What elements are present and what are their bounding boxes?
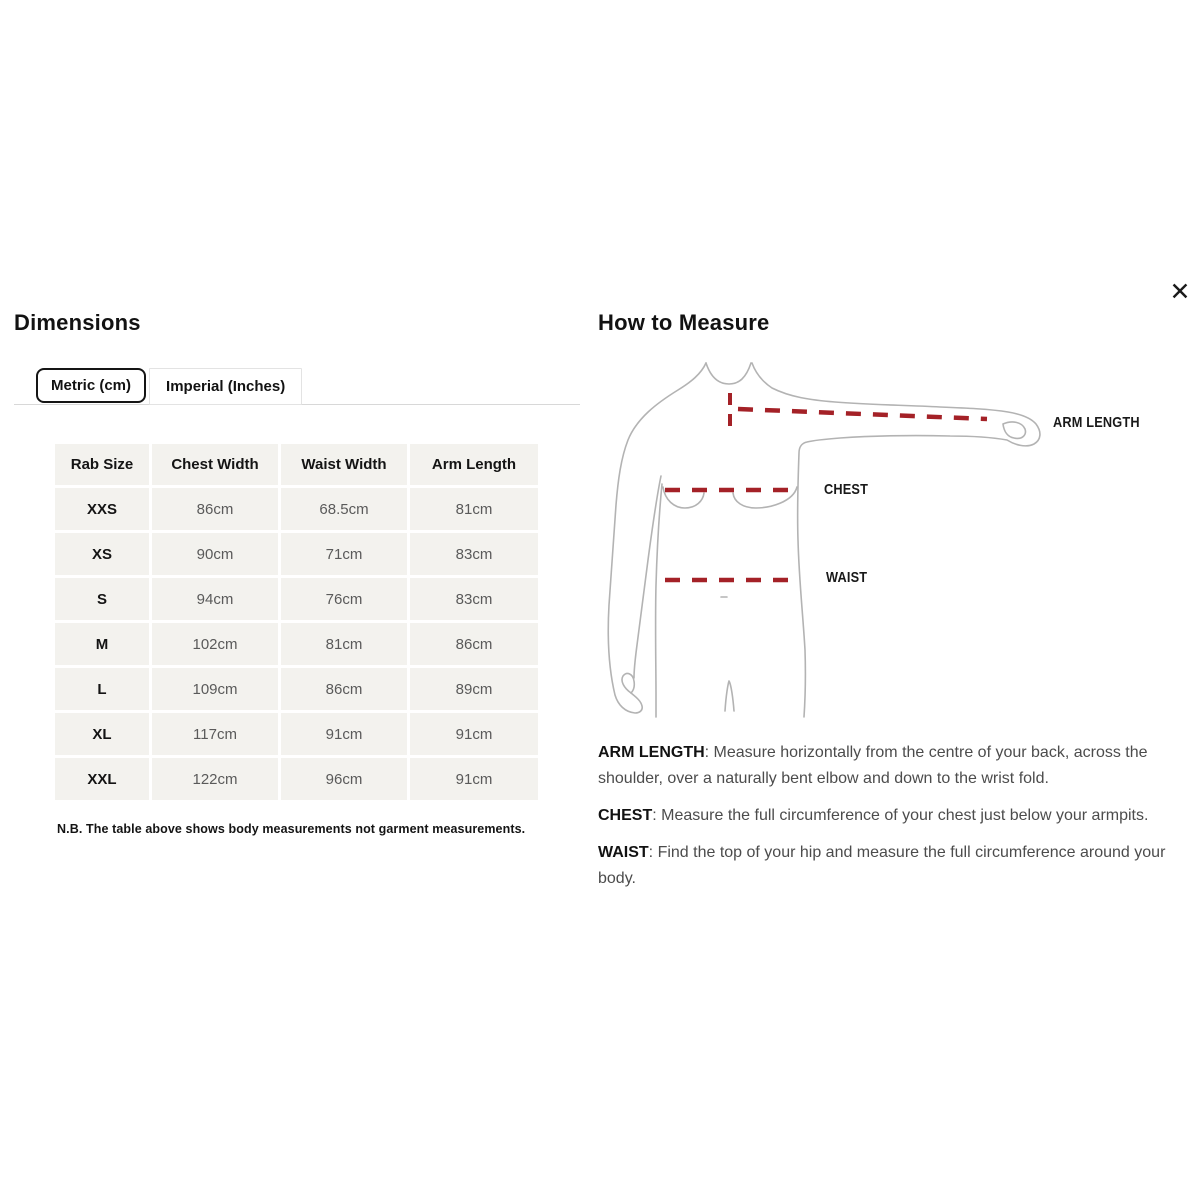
tab-metric[interactable]: Metric (cm)	[36, 368, 146, 403]
waist-cell: 96cm	[281, 758, 407, 800]
instruction-separator: :	[648, 844, 658, 861]
instruction-separator: :	[652, 807, 662, 824]
size-cell: M	[55, 623, 149, 665]
body-measurement-note: N.B. The table above shows body measurements not garment measurements.	[57, 822, 526, 836]
table-row	[55, 713, 538, 755]
table-row	[55, 668, 538, 710]
arm-cell: 91cm	[410, 758, 538, 800]
waist-cell: 68.5cm	[281, 488, 407, 530]
arm-cell: 83cm	[410, 533, 538, 575]
instruction-term: WAIST	[598, 844, 649, 861]
arm-cell: 86cm	[410, 623, 538, 665]
waist-label: WAIST	[826, 569, 868, 586]
arm-cell: 81cm	[410, 488, 538, 530]
how-to-measure-title: How to Measure	[598, 310, 770, 335]
instruction-text: Measure the full circumference of your chest just below your armpits.	[661, 807, 1149, 824]
chest-cell: 94cm	[152, 578, 278, 620]
measurement-diagram	[595, 350, 1175, 745]
column-header-chest: Chest Width	[152, 444, 278, 485]
instruction-term: ARM LENGTH	[598, 744, 705, 761]
size-cell: S	[55, 578, 149, 620]
arm-length-measure-line	[738, 409, 987, 419]
waist-cell: 81cm	[281, 623, 407, 665]
instruction-text: Measure horizontally from the centre of your back, across the shoulder, over a naturally bent elbow and down to the wrist fold.	[598, 744, 1148, 787]
size-cell: XXL	[55, 758, 149, 800]
waist-cell: 91cm	[281, 713, 407, 755]
unit-tabs	[14, 368, 580, 405]
arm-cell: 91cm	[410, 713, 538, 755]
column-header-waist: Waist Width	[281, 444, 407, 485]
dimensions-title: Dimensions	[14, 310, 141, 335]
chest-cell: 102cm	[152, 623, 278, 665]
instruction-term: CHEST	[598, 807, 653, 824]
waist-cell: 76cm	[281, 578, 407, 620]
table-row	[55, 623, 538, 665]
table-row	[55, 758, 538, 800]
size-cell: XS	[55, 533, 149, 575]
size-cell: XXS	[55, 488, 149, 530]
arm-cell: 89cm	[410, 668, 538, 710]
waist-instruction	[598, 840, 1170, 892]
chest-cell: 122cm	[152, 758, 278, 800]
size-cell: L	[55, 668, 149, 710]
chest-cell: 117cm	[152, 713, 278, 755]
table-row	[55, 533, 538, 575]
arm-length-instruction	[598, 740, 1170, 792]
chest-cell: 109cm	[152, 668, 278, 710]
tab-imperial[interactable]: Imperial (Inches)	[149, 368, 302, 405]
chest-label: CHEST	[824, 481, 869, 498]
column-header-arm: Arm Length	[410, 444, 538, 485]
instruction-text: Find the top of your hip and measure the full circumference around your body.	[598, 844, 1166, 887]
size-cell: XL	[55, 713, 149, 755]
instruction-separator: :	[704, 744, 714, 761]
body-outline-illustration	[595, 350, 1055, 740]
close-icon[interactable]: ✕	[1162, 274, 1198, 310]
measure-instructions	[598, 740, 1170, 903]
table-header-row	[55, 444, 538, 485]
waist-cell: 71cm	[281, 533, 407, 575]
size-table	[52, 441, 541, 803]
table-row	[55, 488, 538, 530]
table-row	[55, 578, 538, 620]
waist-cell: 86cm	[281, 668, 407, 710]
chest-cell: 90cm	[152, 533, 278, 575]
chest-instruction	[598, 803, 1170, 829]
arm-cell: 83cm	[410, 578, 538, 620]
arm-length-label: ARM LENGTH	[1053, 414, 1140, 431]
chest-cell: 86cm	[152, 488, 278, 530]
column-header-size: Rab Size	[55, 444, 149, 485]
